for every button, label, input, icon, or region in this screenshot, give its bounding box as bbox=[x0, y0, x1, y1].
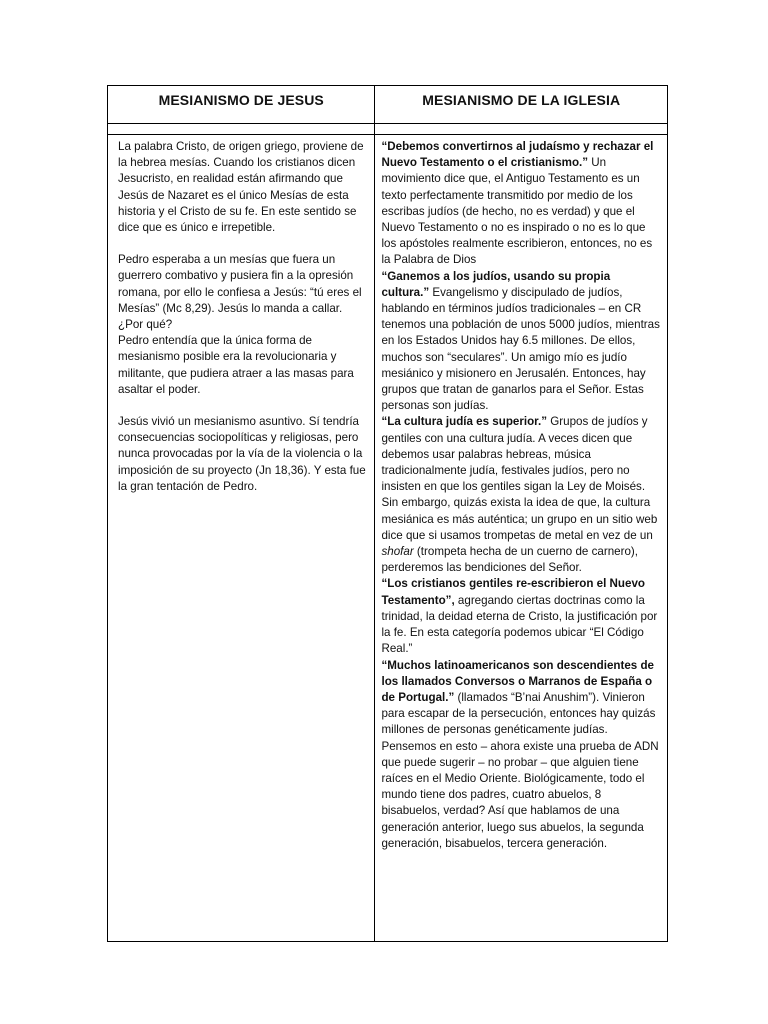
right-section-4-heading: “Los cristianos gentiles re-escribieron el Nuevo Testamento”, bbox=[381, 577, 645, 607]
paragraph-gap bbox=[118, 236, 368, 252]
right-section-2-heading: “Ganemos a los judíos, usando su propia cultura.” bbox=[381, 269, 611, 299]
right-section-3-heading: “La cultura judía es superior.” bbox=[381, 415, 548, 429]
right-section-5-text: (llamados “B’nai Anushim”). Vinieron para escapar de la persecución, entonces hay quizás millones de personas genéticamente judías. Pensemos en esto – ahora existe una prueba de ADN que puede sugerir – no probar – que alguien tiene raíces en el Medio Oriente. Biológicamente, todo el mundo tiene dos padres, cuatro abuelos, 8 bisabuelos, verdad? Así que hablamos de una generación anterior, luego sus abuelos, la segunda generación, bisabuelos, tercera generación. bbox=[381, 690, 659, 850]
right-section-2 bbox=[381, 269, 661, 415]
header-mesianismo-iglesia: MESIANISMO DE LA IGLESIA bbox=[375, 86, 668, 124]
right-section-3-italic: shofar bbox=[381, 545, 414, 559]
comparison-table bbox=[107, 85, 668, 942]
spacer-cell-right bbox=[375, 124, 668, 135]
header-mesianismo-jesus: MESIANISMO DE JESUS bbox=[108, 86, 375, 124]
right-section-4 bbox=[381, 576, 661, 657]
left-paragraph-3: Pedro entendía que la única forma de mesianismo posible era la revolucionaria y militante, que pudiera atraer a las masas para asaltar el poder. bbox=[118, 334, 354, 396]
spacer-cell-left bbox=[108, 124, 375, 135]
paragraph-gap bbox=[118, 398, 368, 414]
right-section-4-text: agregando ciertas doctrinas como la trinidad, la deidad eterna de Cristo, la justificación por la fe. En esta categoría podemos ubicar “El Código Real.” bbox=[381, 593, 658, 656]
left-column-cell bbox=[108, 135, 375, 942]
body-row bbox=[108, 135, 668, 942]
right-section-1-text: Un movimiento dice que, el Antiguo Testamento es un texto perfectamente transmitido por medio de los escribas judíos (de hecho, no es verdad) y que el Nuevo Testamento o no es inspirado o no es lo que los apóstoles realmente escribieron, entonces, no es la Palabra de Dios bbox=[381, 156, 653, 267]
header-row bbox=[108, 86, 668, 124]
right-column-cell bbox=[375, 135, 668, 942]
right-section-3-text-a: Grupos de judíos y gentiles con una cultura judía. A veces dicen que debemos usar palabras hebreas, música tradicionalmente judía, festivales judíos, pero no insisten en que los gentiles sigan la Ley de Moisés. Sin embargo, quizás exista la idea de que, la cultura mesiánica es más auténtica; un grupo en un sitio web dice que si usamos trompetas de metal en vez de un bbox=[381, 415, 658, 542]
spacer-row bbox=[108, 124, 668, 135]
left-paragraph-2: Pedro esperaba a un mesías que fuera un guerrero combativo y pusiera fin a la opresión romana, por ello le confiesa a Jesús: “tú eres el Mesías” (Mc 8,29). Jesús lo manda a callar. ¿Por qué? bbox=[118, 253, 362, 332]
left-paragraph-4: Jesús vivió un mesianismo asuntivo. Sí tendría consecuencias sociopolíticas y religiosas, pero nunca provocadas por la vía de la violencia o la imposición de su proyecto (Jn 18,36). Y esta fue la gran tentación de Pedro. bbox=[118, 415, 366, 493]
right-section-3 bbox=[381, 414, 661, 576]
right-section-5 bbox=[381, 658, 661, 852]
right-section-5-heading: “Muchos latinoamericanos son descendientes de los llamados Conversos o Marranos de España o de Portugal.” bbox=[381, 658, 654, 704]
left-paragraph-1: La palabra Cristo, de origen griego, proviene de la hebrea mesías. Cuando los cristianos dicen Jesucristo, en realidad están afirmando que Jesús de Nazaret es el único Mesías de esta historia y el Cristo de su fe. En este sentido se dice que es único e irrepetible. bbox=[118, 140, 364, 235]
right-section-1-heading: “Debemos convertirnos al judaísmo y rechazar el Nuevo Testamento o el cristianismo.” bbox=[381, 140, 654, 170]
right-section-3-text-b: (trompeta hecha de un cuerno de carnero), perderemos las bendiciones del Señor. bbox=[381, 545, 638, 575]
right-section-2-text: Evangelismo y discipulado de judíos, hablando en términos judíos tradicionales – en CR tenemos una población de unos 5000 judíos, mientras en los Estados Unidos hay 6.5 millones. De ellos, muchos son “seculares”. Un amigo mío es judío mesiánico y misionero en Jerusalén. Entonces, hay grupos que tratan de ganarlos para el Señor. Estas personas son judías. bbox=[381, 285, 660, 413]
right-section-1 bbox=[381, 139, 661, 269]
